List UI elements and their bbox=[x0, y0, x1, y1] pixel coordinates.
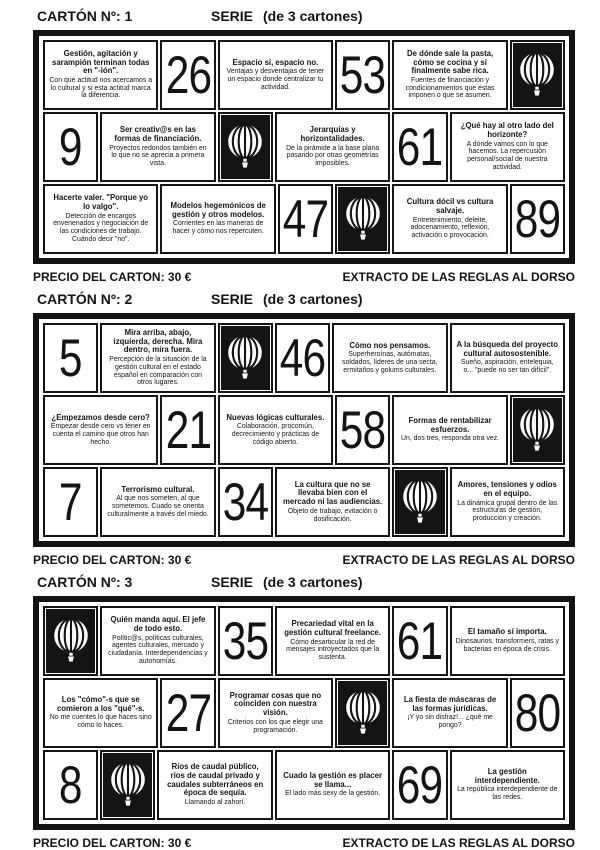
carton-card-3 bbox=[33, 574, 575, 849]
number-cell bbox=[392, 606, 447, 676]
topic-title: Jerarquías y horizontalidades. bbox=[300, 125, 365, 143]
topic-cell bbox=[43, 395, 158, 465]
hot-air-balloon-icon bbox=[342, 688, 384, 738]
card-row bbox=[43, 606, 565, 676]
topic-title: Programar cosas que no coinciden con nuestra visión. bbox=[229, 690, 322, 718]
topic-title: La fiesta de máscaras de las formas jurídicas. bbox=[403, 695, 497, 713]
serie-label: SERIE bbox=[211, 8, 254, 24]
topic-cell bbox=[43, 184, 158, 254]
topic-title: Cómo nos pensamos. bbox=[349, 340, 431, 350]
card-row bbox=[43, 112, 565, 182]
card-title: CARTÓN Nº: 2 bbox=[37, 291, 133, 307]
number-cell bbox=[218, 467, 273, 537]
balloon-cell bbox=[218, 323, 273, 393]
cell-number: 89 bbox=[514, 189, 561, 249]
rules-note: EXTRACTO DE LAS REGLAS AL DORSO bbox=[342, 270, 575, 284]
serie-label: SERIE bbox=[211, 291, 254, 307]
topic-title: La gestión interdependiente. bbox=[474, 767, 540, 785]
price-label: PRECIO DEL CARTON: 30 € bbox=[33, 553, 192, 567]
topic-cell bbox=[275, 112, 390, 182]
cell-number: 26 bbox=[165, 45, 211, 105]
hot-air-balloon-icon bbox=[516, 405, 558, 455]
cell-number: 35 bbox=[222, 611, 269, 671]
card-title: CARTÓN Nº: 3 bbox=[37, 574, 133, 590]
topic-description: Sueño, aspiración, entelequia, o... "puede no ser tan difícil". bbox=[460, 359, 554, 375]
number-cell bbox=[43, 323, 98, 393]
topic-title: Hacerte valer. "Porque yo lo valgo". bbox=[53, 193, 149, 212]
balloon-cell bbox=[335, 678, 390, 748]
topic-description: Superheroínas, autómatas, soldados, líderes de una secta, ermitaños y golums culturales. bbox=[342, 351, 438, 374]
card-grid bbox=[33, 596, 575, 830]
topic-description: Detección de encargos envenenados y negociación de las condiciones de trabajo. Cuándo decir "no". bbox=[53, 212, 149, 243]
topic-description: No me cuentes lo que haces sino cómo lo haces. bbox=[49, 714, 152, 730]
hot-air-balloon-icon bbox=[50, 616, 92, 666]
topic-title: Formas de rentabilizar esfuerzos. bbox=[408, 415, 492, 434]
topic-title: Ríos de caudal público, ríos de caudal privado y caudales subterráneos en época de sequía. bbox=[167, 762, 264, 798]
number-cell bbox=[392, 750, 447, 820]
card-footer bbox=[33, 553, 575, 566]
number-cell bbox=[275, 323, 330, 393]
topic-description: Criterios con los que elegir una programación. bbox=[227, 718, 323, 734]
topic-title: Cuado la gestión es placer se llama... bbox=[283, 770, 383, 789]
balloon-cell bbox=[218, 112, 273, 182]
card-row bbox=[43, 395, 565, 465]
serie-note: (de 3 cartones) bbox=[263, 291, 363, 307]
topic-cell bbox=[100, 112, 215, 182]
topic-cell bbox=[392, 40, 507, 110]
topic-cell bbox=[450, 467, 565, 537]
number-cell bbox=[335, 40, 390, 110]
topic-description: Al que nos someten, al que sometemos. Cuado se orienta culturalmente a través del miedo. bbox=[107, 495, 209, 518]
topic-description: Ventajas y desventajas de tener un espacio donde centralizar tu actividad. bbox=[226, 68, 325, 91]
topic-description: Llamando al zahorí. bbox=[184, 799, 246, 807]
price-label: PRECIO DEL CARTON: 30 € bbox=[33, 836, 192, 850]
card-row bbox=[43, 184, 565, 254]
cell-number: 61 bbox=[397, 117, 443, 177]
topic-description: Dinosaurios, transformers, ratas y bacterias en época de crisis. bbox=[455, 638, 559, 653]
topic-title: Nuevas lógicas culturales. bbox=[226, 412, 325, 422]
topic-description: Objeto de trabajo, evitación o dosificación. bbox=[287, 507, 378, 523]
topic-cell bbox=[160, 184, 275, 254]
card-header bbox=[37, 574, 575, 591]
number-cell bbox=[160, 395, 215, 465]
number-cell bbox=[43, 112, 98, 182]
topic-title: Mira arriba, abajo, izquierda, derecha. Mira dentro, mira fuera. bbox=[113, 327, 203, 355]
balloon-cell bbox=[510, 395, 565, 465]
cell-number: 9 bbox=[59, 117, 82, 177]
topic-cell bbox=[43, 678, 158, 748]
topic-title: Gestión, agitación y sarampión terminan todas en "-ión". bbox=[51, 48, 150, 76]
topic-cell bbox=[450, 606, 565, 676]
hot-air-balloon-icon bbox=[342, 194, 384, 244]
hot-air-balloon-icon bbox=[516, 50, 558, 100]
topic-title: Modelos hegemónicos de gestión y otros modelos. bbox=[170, 201, 266, 219]
serie-note: (de 3 cartones) bbox=[263, 574, 363, 590]
topic-cell bbox=[275, 467, 390, 537]
topic-description: De la pirámide a la base plana pasando por otras geometrías imposibles. bbox=[286, 144, 380, 168]
topic-title: Ser creativ@s en las formas de financiación. bbox=[114, 125, 202, 143]
carton-card-2 bbox=[33, 291, 575, 566]
topic-description: El lado más sexy de la gestión. bbox=[285, 790, 381, 798]
topic-cell bbox=[218, 678, 333, 748]
card-row bbox=[43, 40, 565, 110]
topic-description: Empezar desde cero vs tener en cuenta el camino que otros han hecho. bbox=[50, 423, 151, 446]
cell-number: 58 bbox=[339, 400, 386, 460]
topic-title: Quién manda aquí. El jefe de todo esto. bbox=[110, 615, 206, 634]
card-footer bbox=[33, 270, 575, 283]
cell-number: 46 bbox=[279, 328, 326, 388]
topic-cell bbox=[43, 40, 158, 110]
cell-number: 80 bbox=[514, 683, 561, 743]
carton-card-1 bbox=[33, 8, 575, 283]
topic-title: Precariedad vital en la gestión cultural freelance. bbox=[284, 619, 381, 637]
topic-title: Cultura dócil vs cultura salvaje. bbox=[406, 197, 494, 215]
cell-number: 27 bbox=[165, 683, 211, 743]
topic-description: Cómo desarticular la red de mensajes introyectados que la sustenta. bbox=[286, 638, 380, 662]
serie-note: (de 3 cartones) bbox=[263, 8, 363, 24]
topic-title: Los "cómo"-s que se comieron a los "qué"-s. bbox=[56, 695, 145, 713]
hot-air-balloon-icon bbox=[224, 333, 266, 383]
number-cell bbox=[160, 678, 215, 748]
balloon-cell bbox=[392, 467, 447, 537]
topic-cell bbox=[332, 323, 447, 393]
topic-title: Espacio sí, espacio no. bbox=[232, 57, 319, 67]
topic-title: De dónde sale la pasta, cómo se cocina y si finalmente sabe rica. bbox=[406, 48, 494, 76]
topic-cell bbox=[157, 750, 272, 820]
topic-cell bbox=[392, 184, 507, 254]
rules-note: EXTRACTO DE LAS REGLAS AL DORSO bbox=[342, 553, 575, 567]
cell-number: 53 bbox=[339, 45, 386, 105]
topic-description: Proyectos redondos también en lo que no se aprecia a primera vista. bbox=[109, 144, 207, 168]
cell-number: 21 bbox=[165, 400, 211, 460]
card-header bbox=[37, 291, 575, 308]
hot-air-balloon-icon bbox=[224, 122, 266, 172]
topic-cell bbox=[218, 395, 333, 465]
topic-cell bbox=[392, 395, 507, 465]
hot-air-balloon-icon bbox=[107, 760, 149, 810]
topic-title: La cultura que no se llevaba bien con el mercado ni las audiencias. bbox=[282, 479, 383, 507]
cell-number: 34 bbox=[222, 472, 269, 532]
card-header bbox=[37, 8, 575, 25]
topic-title: ¿Qué hay al otro lado del horizonte? bbox=[460, 121, 554, 140]
topic-description: A dónde vamos con lo que hacemos. La repercusión personal/social de nuestra actividad. bbox=[466, 140, 548, 171]
card-grid bbox=[33, 313, 575, 547]
price-label: PRECIO DEL CARTON: 30 € bbox=[33, 270, 192, 284]
topic-cell bbox=[218, 40, 333, 110]
topic-description: Colaboración, procomún, decrecimiento y prácticas de código abierto. bbox=[231, 423, 320, 446]
topic-description: Con qué actitud nos acercamos a lo cultural y si esta actitud marca la diferencia. bbox=[49, 76, 153, 100]
balloon-cell bbox=[335, 184, 390, 254]
topic-title: A la búsqueda del proyecto cultural autosostenible. bbox=[456, 340, 559, 358]
card-row bbox=[43, 323, 565, 393]
card-footer bbox=[33, 836, 575, 849]
topic-cell bbox=[450, 323, 565, 393]
hot-air-balloon-icon bbox=[399, 477, 441, 527]
cell-number: 61 bbox=[397, 611, 443, 671]
cell-number: 5 bbox=[59, 328, 82, 388]
number-cell bbox=[392, 112, 447, 182]
topic-description: Polític@s, políticas culturales, agentes culturales, mercado y ciudadanía. Interdependencias y autonomías. bbox=[108, 634, 208, 665]
topic-description: ¡Y yo sin disfraz!... ¿qué me pongo? bbox=[407, 714, 493, 730]
topic-cell bbox=[100, 323, 215, 393]
number-cell bbox=[335, 395, 390, 465]
card-grid bbox=[33, 30, 575, 264]
topic-cell bbox=[450, 750, 565, 820]
topic-cell bbox=[100, 467, 215, 537]
number-cell bbox=[218, 606, 273, 676]
topic-title: ¿Empezamos desde cero? bbox=[51, 412, 150, 422]
topic-title: Amores, tensiones y odios en el equipo. bbox=[457, 480, 557, 498]
number-cell bbox=[510, 678, 565, 748]
topic-description: La república interdependiente de las redes. bbox=[457, 786, 558, 802]
topic-cell bbox=[275, 606, 390, 676]
topic-title: El tamaño sí importa. bbox=[467, 627, 547, 637]
card-row bbox=[43, 750, 565, 820]
serie-label: SERIE bbox=[211, 574, 254, 590]
number-cell bbox=[278, 184, 333, 254]
balloon-cell bbox=[100, 750, 155, 820]
cell-number: 7 bbox=[59, 472, 82, 532]
topic-cell bbox=[275, 750, 390, 820]
topic-description: Fuentes de financiación y condicionamientos que éstas imponen o que se asumen. bbox=[405, 76, 495, 100]
topic-cell bbox=[392, 678, 507, 748]
topic-cell bbox=[450, 112, 565, 182]
number-cell bbox=[160, 40, 215, 110]
topic-description: La dinámica grupal dentro de las estructuras de gestión, producción y creación. bbox=[457, 499, 558, 523]
card-row bbox=[43, 678, 565, 748]
topic-description: Un, dos tres, responda otra vez. bbox=[401, 435, 500, 443]
balloon-cell bbox=[510, 40, 565, 110]
topic-description: Percepción de la situación de la gestión cultural en el estado español en comparación con otros lugares. bbox=[109, 356, 207, 387]
balloon-cell bbox=[43, 606, 98, 676]
card-title: CARTÓN Nº: 1 bbox=[37, 8, 133, 24]
number-cell bbox=[43, 467, 98, 537]
cell-number: 47 bbox=[282, 189, 329, 249]
topic-title: Terrorismo cultural. bbox=[121, 484, 195, 494]
topic-description: Corrientes en las maneras de hacer y cómo nos repercuten. bbox=[172, 220, 264, 236]
rules-note: EXTRACTO DE LAS REGLAS AL DORSO bbox=[342, 836, 575, 850]
topic-cell bbox=[100, 606, 215, 676]
topic-description: Entretenimiento, deleite, adocenamiento, reflexión, activación o provocación. bbox=[410, 216, 490, 240]
number-cell bbox=[43, 750, 98, 820]
cell-number: 69 bbox=[397, 755, 443, 815]
number-cell bbox=[510, 184, 565, 254]
cell-number: 8 bbox=[59, 755, 82, 815]
card-row bbox=[43, 467, 565, 537]
